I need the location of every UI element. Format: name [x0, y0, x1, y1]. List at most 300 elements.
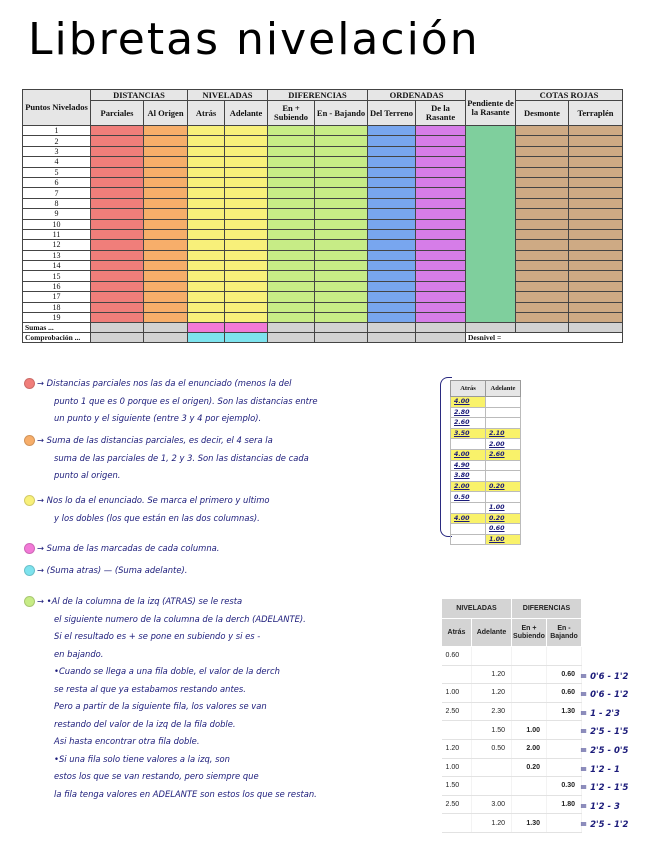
data-cell	[91, 250, 144, 260]
notebook-body	[23, 126, 623, 343]
sumas-label: Sumas ...	[23, 323, 91, 333]
table-row	[451, 407, 521, 418]
diff-atras-value: 2.50	[442, 702, 472, 721]
adelante-value: 1.00	[486, 502, 521, 513]
small-header-adelante: Adelante	[486, 381, 521, 397]
data-cell	[416, 261, 466, 271]
table-row	[23, 177, 623, 187]
data-cell	[569, 313, 623, 323]
diff-header-subiendo: En + Subiendo	[512, 619, 547, 647]
data-cell	[315, 229, 368, 239]
data-cell	[268, 126, 315, 136]
data-cell	[225, 250, 268, 260]
note-cyan	[24, 562, 187, 580]
adelante-value	[486, 471, 521, 482]
data-cell	[516, 146, 569, 156]
table-row	[451, 460, 521, 471]
calculation-note: = 2'5 - 0'5	[580, 746, 629, 756]
diff-atras-value: 1.50	[442, 777, 472, 796]
table-row	[451, 492, 521, 503]
data-cell	[144, 250, 188, 260]
data-cell	[91, 157, 144, 167]
data-cell	[91, 271, 144, 281]
comprobacion-label: Comprobación ...	[23, 333, 91, 343]
diff-sub-value	[512, 795, 547, 814]
data-cell	[368, 146, 416, 156]
data-cell	[268, 188, 315, 198]
data-cell	[416, 209, 466, 219]
data-cell	[268, 209, 315, 219]
data-cell	[516, 126, 569, 136]
note-line	[24, 733, 317, 751]
note-text: •Cuando se llega a una fila doble, el valor de la derch	[54, 666, 280, 676]
data-cell	[225, 157, 268, 167]
header-cotas-rojas: COTAS ROJAS	[516, 90, 623, 101]
data-cell	[225, 167, 268, 177]
calculation-note: = 0'6 - 1'2	[580, 671, 629, 682]
data-cell	[91, 313, 144, 323]
data-cell	[368, 313, 416, 323]
diff-baj-value	[547, 721, 582, 740]
note-line	[24, 768, 317, 786]
table-row	[451, 513, 521, 524]
diff-adelante-value: 2.30	[472, 702, 512, 721]
data-cell	[516, 261, 569, 271]
table-row	[451, 397, 521, 408]
calculation-note: = 1'2 - 1'5	[580, 783, 629, 794]
point-number: 10	[23, 219, 91, 229]
data-cell	[368, 136, 416, 146]
table-row	[442, 739, 582, 758]
diff-baj-value: 0.30	[547, 777, 582, 796]
table-row	[451, 471, 521, 482]
data-cell	[225, 240, 268, 250]
table-row	[451, 534, 521, 545]
data-cell	[416, 229, 466, 239]
sumas-cell	[466, 323, 516, 333]
atras-value: 4.00	[451, 449, 486, 460]
note-line	[24, 786, 317, 804]
diff-adelante-value: 1.20	[472, 684, 512, 703]
data-cell	[516, 250, 569, 260]
note-line	[24, 593, 317, 611]
data-cell	[569, 177, 623, 187]
table-row	[23, 292, 623, 302]
data-cell	[569, 219, 623, 229]
data-cell	[144, 229, 188, 239]
data-cell	[225, 177, 268, 187]
atras-value	[451, 534, 486, 545]
sumas-cell	[188, 323, 225, 333]
data-cell	[416, 281, 466, 291]
adelante-value	[486, 418, 521, 429]
point-number: 8	[23, 198, 91, 208]
comprobacion-cell	[268, 333, 315, 343]
data-cell	[144, 271, 188, 281]
header-diferencias: DIFERENCIAS	[268, 90, 368, 101]
data-cell	[188, 136, 225, 146]
data-cell	[416, 271, 466, 281]
data-cell	[268, 146, 315, 156]
note-text: Asi hasta encontrar otra fila doble.	[54, 736, 200, 746]
desnivel-label: Desnivel =	[466, 333, 623, 343]
data-cell	[516, 302, 569, 312]
data-cell	[416, 167, 466, 177]
note-pink	[24, 540, 219, 558]
note-text: el siguiente numero de la columna de la derch (ADELANTE).	[54, 613, 306, 624]
note-text: restando del valor de la izq de la fila doble.	[54, 718, 236, 729]
data-cell	[188, 292, 225, 302]
data-cell	[516, 240, 569, 250]
atras-value: 4.00	[451, 513, 486, 524]
leveling-notebook-table	[22, 89, 623, 343]
note-yellow	[24, 492, 270, 527]
data-cell	[516, 229, 569, 239]
table-row	[451, 439, 521, 450]
data-cell	[368, 271, 416, 281]
data-cell	[569, 271, 623, 281]
data-cell	[569, 157, 623, 167]
data-cell	[188, 198, 225, 208]
data-cell	[416, 313, 466, 323]
header-desmonte: Desmonte	[516, 101, 569, 126]
note-line	[24, 492, 270, 510]
data-cell	[268, 281, 315, 291]
sumas-cell	[268, 323, 315, 333]
header-distancias: DISTANCIAS	[91, 90, 188, 101]
diff-baj-value	[547, 814, 582, 833]
data-cell	[569, 126, 623, 136]
data-cell	[268, 313, 315, 323]
data-cell	[368, 302, 416, 312]
color-dot-icon	[24, 495, 35, 506]
diff-atras-value: 1.00	[442, 684, 472, 703]
data-cell	[569, 292, 623, 302]
data-cell	[416, 126, 466, 136]
atras-value	[451, 439, 486, 450]
adelante-value: 0.60	[486, 524, 521, 535]
comprobacion-cell	[188, 333, 225, 343]
data-cell	[416, 157, 466, 167]
note-text: estos los que se van restando, pero siempre que	[54, 771, 259, 781]
table-row	[442, 814, 582, 833]
point-number: 16	[23, 281, 91, 291]
data-cell	[315, 126, 368, 136]
note-line	[24, 663, 317, 681]
diff-sub-value	[512, 777, 547, 796]
data-cell	[315, 177, 368, 187]
data-cell	[225, 281, 268, 291]
adelante-value: 2.00	[486, 439, 521, 450]
note-text: punto al origen.	[54, 470, 121, 480]
diff-baj-value: 1.80	[547, 795, 582, 814]
comprobacion-cell	[315, 333, 368, 343]
data-cell	[315, 209, 368, 219]
data-cell	[144, 302, 188, 312]
adelante-value: 0.20	[486, 481, 521, 492]
data-cell	[225, 261, 268, 271]
point-number: 14	[23, 261, 91, 271]
note-line	[24, 611, 317, 629]
table-row	[23, 157, 623, 167]
atras-value: 2.80	[451, 407, 486, 418]
data-cell	[268, 198, 315, 208]
page-title: Libretas nivelación	[28, 14, 480, 65]
data-cell	[268, 240, 315, 250]
data-cell	[569, 240, 623, 250]
table-row	[23, 198, 623, 208]
data-cell	[188, 302, 225, 312]
diff-adelante-value: 1.20	[472, 814, 512, 833]
diff-baj-value: 0.60	[547, 684, 582, 703]
note-line	[24, 628, 317, 646]
note-line	[24, 751, 317, 769]
data-cell	[91, 136, 144, 146]
data-cell	[416, 198, 466, 208]
diff-adelante-value: 1.20	[472, 665, 512, 684]
diff-atras-value	[442, 665, 472, 684]
table-row	[442, 721, 582, 740]
data-cell	[144, 136, 188, 146]
data-cell	[225, 198, 268, 208]
data-cell	[91, 198, 144, 208]
point-number: 18	[23, 302, 91, 312]
note-line	[24, 432, 309, 450]
note-text: punto 1 que es 0 porque es el origen). Son las distancias entre	[54, 395, 318, 406]
data-cell	[188, 157, 225, 167]
note-text: → Suma de las marcadas de cada columna.	[37, 543, 220, 553]
data-cell	[225, 292, 268, 302]
data-cell	[569, 250, 623, 260]
data-cell	[416, 302, 466, 312]
data-cell	[144, 240, 188, 250]
data-cell	[516, 157, 569, 167]
note-text: la fila tenga valores en ADELANTE son estos los que se restan.	[54, 788, 317, 799]
point-number: 1	[23, 126, 91, 136]
table-row	[451, 418, 521, 429]
atras-value: 4.90	[451, 460, 486, 471]
note-line	[24, 450, 309, 468]
data-cell	[144, 177, 188, 187]
note-text: y los dobles (los que están en las dos columnas).	[54, 512, 260, 523]
comprobacion-row	[23, 333, 623, 343]
data-cell	[315, 281, 368, 291]
data-cell	[569, 229, 623, 239]
data-cell	[315, 167, 368, 177]
data-cell	[188, 126, 225, 136]
data-cell	[315, 250, 368, 260]
data-cell	[516, 136, 569, 146]
comprobacion-cell	[368, 333, 416, 343]
point-number: 2	[23, 136, 91, 146]
note-line	[24, 646, 317, 664]
sumas-cell	[144, 323, 188, 333]
data-cell	[516, 219, 569, 229]
diff-atras-value	[442, 721, 472, 740]
point-number: 12	[23, 240, 91, 250]
data-cell	[144, 167, 188, 177]
atras-value	[451, 524, 486, 535]
data-cell	[516, 281, 569, 291]
table-row	[442, 795, 582, 814]
diff-header-bajando: En - Bajando	[547, 619, 582, 647]
diff-sub-value	[512, 702, 547, 721]
sumas-cell	[315, 323, 368, 333]
note-text: Si el resultado es + se pone en subiendo y si es -	[54, 631, 261, 641]
note-text: → •Al de la columna de la izq (ATRAS) se le resta	[37, 596, 243, 606]
data-cell	[368, 188, 416, 198]
note-line	[24, 716, 317, 734]
data-cell	[91, 167, 144, 177]
data-cell	[188, 261, 225, 271]
table-row	[442, 702, 582, 721]
note-text: → (Suma atras) — (Suma adelante).	[37, 565, 188, 575]
sumas-cell	[569, 323, 623, 333]
header-ordenadas: ORDENADAS	[368, 90, 466, 101]
diff-baj-value: 1.30	[547, 702, 582, 721]
adelante-value: 0.20	[486, 513, 521, 524]
data-cell	[416, 136, 466, 146]
diff-sub-value	[512, 684, 547, 703]
diff-atras-value: 1.20	[442, 739, 472, 758]
comprobacion-cell	[416, 333, 466, 343]
diff-header-atras: Atrás	[442, 619, 472, 647]
point-number: 4	[23, 157, 91, 167]
data-cell	[368, 219, 416, 229]
diff-sub-value: 2.00	[512, 739, 547, 758]
diff-header-adelante: Adelante	[472, 619, 512, 647]
data-cell	[144, 157, 188, 167]
data-cell	[416, 240, 466, 250]
data-cell	[188, 146, 225, 156]
data-cell	[188, 240, 225, 250]
data-cell	[225, 126, 268, 136]
diff-header-niveladas: NIVELADAS	[442, 599, 512, 619]
table-row	[23, 313, 623, 323]
sumas-cell	[368, 323, 416, 333]
header-niveladas: NIVELADAS	[188, 90, 268, 101]
diff-baj-value: 0.60	[547, 665, 582, 684]
data-cell	[516, 271, 569, 281]
note-line	[24, 698, 317, 716]
data-cell	[416, 250, 466, 260]
atras-value: 0.50	[451, 492, 486, 503]
data-cell	[188, 250, 225, 260]
data-cell	[225, 188, 268, 198]
note-text: •Si una fila solo tiene valores a la izq, son	[54, 753, 230, 764]
note-lime	[24, 593, 317, 803]
data-cell	[315, 271, 368, 281]
header-atras: Atrás	[188, 101, 225, 126]
data-cell	[516, 292, 569, 302]
data-cell	[268, 261, 315, 271]
color-dot-icon	[24, 378, 35, 389]
comprobacion-cell	[91, 333, 144, 343]
data-cell	[268, 167, 315, 177]
data-cell	[416, 219, 466, 229]
diff-baj-value	[547, 647, 582, 666]
data-cell	[225, 209, 268, 219]
data-cell	[368, 209, 416, 219]
data-cell	[569, 136, 623, 146]
data-cell	[268, 271, 315, 281]
small-table-body	[451, 397, 521, 545]
data-cell	[144, 292, 188, 302]
data-cell	[91, 146, 144, 156]
calculation-note: = 1'2 - 3	[580, 801, 620, 812]
adelante-value	[486, 407, 521, 418]
atras-value: 4.00	[451, 397, 486, 408]
table-row	[23, 209, 623, 219]
data-cell	[268, 292, 315, 302]
diff-sub-value: 1.00	[512, 721, 547, 740]
atras-value: 3.50	[451, 428, 486, 439]
data-cell	[188, 219, 225, 229]
point-number: 17	[23, 292, 91, 302]
data-cell	[268, 157, 315, 167]
diff-adelante-value	[472, 758, 512, 777]
table-row	[442, 665, 582, 684]
sumas-cell	[416, 323, 466, 333]
point-number: 6	[23, 177, 91, 187]
data-cell	[144, 281, 188, 291]
point-number: 15	[23, 271, 91, 281]
data-cell	[368, 250, 416, 260]
table-row	[23, 281, 623, 291]
data-cell	[516, 198, 569, 208]
data-cell	[368, 229, 416, 239]
atras-value: 2.00	[451, 481, 486, 492]
data-cell	[368, 157, 416, 167]
data-cell	[91, 209, 144, 219]
data-cell	[144, 126, 188, 136]
data-cell	[225, 136, 268, 146]
data-cell	[268, 136, 315, 146]
data-cell	[144, 188, 188, 198]
data-cell	[188, 271, 225, 281]
table-row	[23, 188, 623, 198]
table-row	[451, 449, 521, 460]
data-cell	[91, 229, 144, 239]
diff-adelante-value	[472, 647, 512, 666]
diff-baj-value	[547, 758, 582, 777]
header-parciales: Parciales	[91, 101, 144, 126]
note-line	[24, 393, 318, 411]
note-red	[24, 375, 318, 428]
data-cell	[144, 209, 188, 219]
point-number: 13	[23, 250, 91, 260]
table-row	[23, 302, 623, 312]
diff-table-body	[442, 647, 582, 833]
table-row	[451, 428, 521, 439]
data-cell	[91, 240, 144, 250]
data-cell	[188, 281, 225, 291]
data-cell	[225, 229, 268, 239]
note-line	[24, 562, 187, 580]
data-cell	[516, 209, 569, 219]
table-row	[23, 261, 623, 271]
data-cell	[268, 250, 315, 260]
data-cell	[569, 302, 623, 312]
data-cell	[516, 167, 569, 177]
adelante-value: 2.60	[486, 449, 521, 460]
point-number: 9	[23, 209, 91, 219]
note-line	[24, 375, 318, 393]
sumas-row	[23, 323, 623, 333]
header-pendiente-rasante: Pendiente de la Rasante	[466, 90, 516, 126]
data-cell	[315, 188, 368, 198]
diff-adelante-value: 1.50	[472, 721, 512, 740]
